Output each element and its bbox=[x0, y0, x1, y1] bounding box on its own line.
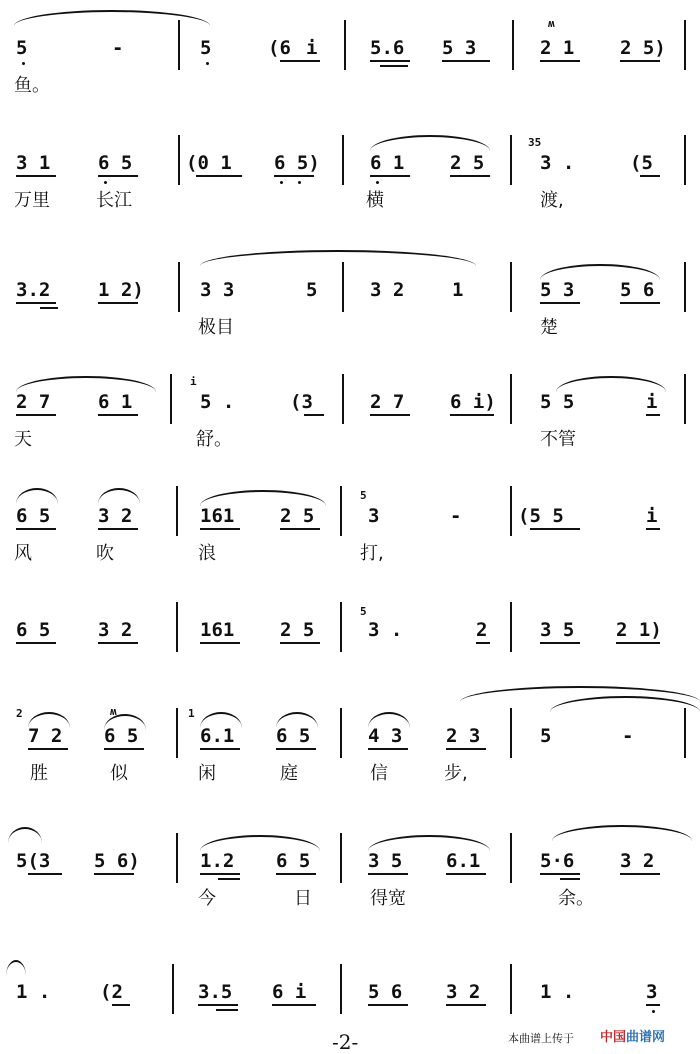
barline bbox=[178, 262, 180, 312]
note: 1 2) bbox=[98, 279, 144, 301]
barline bbox=[510, 374, 512, 424]
note: - bbox=[112, 37, 124, 59]
grace-note: i bbox=[190, 375, 197, 388]
barline bbox=[340, 486, 342, 536]
note: 6 5 bbox=[104, 725, 139, 747]
slur bbox=[368, 835, 490, 851]
underline bbox=[16, 414, 56, 416]
note: (3 bbox=[290, 391, 313, 413]
note: 2 5 bbox=[450, 152, 485, 174]
underline bbox=[274, 175, 314, 177]
lyric: 得宽 bbox=[370, 888, 406, 909]
note: 4 3 bbox=[368, 725, 403, 747]
underline bbox=[442, 60, 490, 62]
underline bbox=[368, 873, 408, 875]
low-dot bbox=[206, 62, 209, 65]
note: 7 2 bbox=[28, 725, 63, 747]
underline bbox=[560, 878, 580, 880]
underline bbox=[16, 528, 56, 530]
note: 6 i) bbox=[450, 391, 496, 413]
note: 3 2 bbox=[98, 619, 133, 641]
barline bbox=[178, 135, 180, 185]
underline bbox=[620, 60, 660, 62]
note: - bbox=[450, 505, 462, 527]
grace-note: 35 bbox=[528, 136, 542, 149]
underline bbox=[446, 748, 486, 750]
low-dot bbox=[280, 181, 283, 184]
barline bbox=[512, 20, 514, 70]
note: 2 5 bbox=[280, 505, 315, 527]
underline bbox=[98, 302, 138, 304]
barline bbox=[176, 833, 178, 883]
note: 5 bbox=[16, 37, 28, 59]
low-dot bbox=[376, 181, 379, 184]
note: 1 . bbox=[540, 981, 575, 1003]
slur bbox=[200, 250, 476, 266]
low-dot bbox=[22, 62, 25, 65]
logo-suffix: 曲谱网 bbox=[626, 1030, 666, 1045]
underline bbox=[368, 1004, 408, 1006]
note: 5 3 bbox=[442, 37, 477, 59]
underline bbox=[646, 528, 660, 530]
slur bbox=[16, 376, 156, 392]
note: 6 1 bbox=[98, 391, 133, 413]
lyric: 舒。 bbox=[196, 429, 232, 450]
low-dot bbox=[104, 181, 107, 184]
underline bbox=[98, 414, 138, 416]
barline bbox=[176, 486, 178, 536]
slur bbox=[200, 835, 320, 851]
score-row-6 bbox=[0, 586, 700, 696]
note: (6 bbox=[268, 37, 291, 59]
lyric: 今 bbox=[198, 888, 216, 909]
note: 6 5 bbox=[98, 152, 133, 174]
barline bbox=[684, 374, 686, 424]
note: 5 bbox=[306, 279, 318, 301]
barline bbox=[340, 602, 342, 652]
underline bbox=[200, 748, 240, 750]
underline bbox=[370, 175, 410, 177]
note: 6 5 bbox=[16, 619, 51, 641]
barline bbox=[510, 833, 512, 883]
barline bbox=[340, 964, 342, 1014]
note: 5(3 bbox=[16, 850, 51, 872]
barline bbox=[684, 708, 686, 758]
barline bbox=[176, 602, 178, 652]
slur bbox=[8, 827, 42, 843]
site-logo bbox=[600, 1026, 665, 1045]
underline bbox=[280, 60, 320, 62]
note: 1 . bbox=[16, 981, 51, 1003]
lyric: 万里 bbox=[14, 190, 50, 211]
barline bbox=[684, 135, 686, 185]
lyric: 胜 bbox=[30, 763, 48, 784]
lyric: 庭 bbox=[280, 763, 298, 784]
barline bbox=[178, 20, 180, 70]
underline bbox=[280, 528, 320, 530]
barline bbox=[344, 20, 346, 70]
lyric: 不管 bbox=[540, 429, 576, 450]
lyric: 余。 bbox=[558, 888, 594, 909]
underline bbox=[218, 878, 240, 880]
note: 2 5) bbox=[620, 37, 666, 59]
score-row-2 bbox=[0, 115, 700, 225]
underline bbox=[368, 748, 408, 750]
underline bbox=[304, 414, 324, 416]
underline bbox=[646, 414, 660, 416]
note: 6 i bbox=[272, 981, 307, 1003]
slur bbox=[6, 960, 26, 976]
note: 5 bbox=[200, 37, 212, 59]
note: 3.5 bbox=[198, 981, 233, 1003]
underline bbox=[16, 302, 56, 304]
underline bbox=[104, 748, 144, 750]
slur bbox=[540, 264, 660, 280]
underline bbox=[272, 1004, 316, 1006]
lyric: 极目 bbox=[198, 317, 234, 338]
note: 6.1 bbox=[446, 850, 481, 872]
barline bbox=[684, 262, 686, 312]
underline bbox=[196, 175, 242, 177]
note: 2 7 bbox=[16, 391, 51, 413]
lyric: 打, bbox=[360, 543, 384, 564]
lyric: 步, bbox=[444, 763, 468, 784]
lyric: 天 bbox=[14, 429, 32, 450]
note: 3 . bbox=[540, 152, 575, 174]
slur bbox=[370, 135, 490, 151]
lyric: 信 bbox=[370, 763, 388, 784]
note: 3 . bbox=[368, 619, 403, 641]
underline bbox=[98, 642, 138, 644]
underline bbox=[476, 642, 490, 644]
barline bbox=[684, 20, 686, 70]
lyric: 横 bbox=[366, 190, 384, 211]
note: 3 3 bbox=[200, 279, 235, 301]
barline bbox=[510, 486, 512, 536]
underline bbox=[200, 642, 240, 644]
grace-mark: ʍ bbox=[110, 705, 117, 718]
underline bbox=[40, 307, 58, 309]
score-row-3 bbox=[0, 230, 700, 340]
underline bbox=[94, 873, 134, 875]
barline bbox=[172, 964, 174, 1014]
lyric: 鱼。 bbox=[14, 75, 50, 96]
score-row-1 bbox=[0, 0, 700, 110]
note: 2 1) bbox=[616, 619, 662, 641]
underline bbox=[380, 65, 408, 67]
note: 5·6 bbox=[540, 850, 575, 872]
note: 6.1 bbox=[200, 725, 235, 747]
underline bbox=[198, 1004, 238, 1006]
note: 5.6 bbox=[370, 37, 405, 59]
underline bbox=[28, 873, 62, 875]
note: 161 bbox=[200, 505, 235, 527]
lyric: 日 bbox=[294, 888, 312, 909]
underline bbox=[16, 175, 56, 177]
underline bbox=[370, 414, 410, 416]
underline bbox=[530, 528, 580, 530]
grace-mark: ʍ bbox=[548, 17, 555, 30]
score-row-4 bbox=[0, 352, 700, 462]
underline bbox=[540, 873, 580, 875]
underline bbox=[540, 642, 580, 644]
barline bbox=[342, 135, 344, 185]
note: 3 5 bbox=[540, 619, 575, 641]
underline bbox=[620, 302, 660, 304]
underline bbox=[216, 1009, 238, 1011]
underline bbox=[620, 873, 660, 875]
note: 5 . bbox=[200, 391, 235, 413]
slur bbox=[200, 490, 326, 506]
note: 3 2 bbox=[370, 279, 405, 301]
underline bbox=[450, 414, 494, 416]
note: i bbox=[306, 37, 318, 59]
slur bbox=[16, 488, 58, 504]
note: 6 1 bbox=[370, 152, 405, 174]
barline bbox=[510, 602, 512, 652]
underline bbox=[98, 175, 138, 177]
underline bbox=[450, 175, 490, 177]
slur bbox=[14, 10, 210, 26]
grace-note: 5 bbox=[360, 489, 367, 502]
lyric: 渡, bbox=[540, 190, 564, 211]
underline bbox=[200, 873, 240, 875]
lyric: 长江 bbox=[96, 190, 132, 211]
grace-note: 2 bbox=[16, 707, 23, 720]
lyric: 似 bbox=[110, 763, 128, 784]
note: 5 bbox=[540, 725, 552, 747]
lyric: 闲 bbox=[198, 763, 216, 784]
note: 5 5 bbox=[540, 391, 575, 413]
lyric: 风 bbox=[14, 543, 32, 564]
underline bbox=[446, 873, 486, 875]
note: 161 bbox=[200, 619, 235, 641]
underline bbox=[112, 1004, 130, 1006]
underline bbox=[280, 642, 320, 644]
note: 3 5 bbox=[368, 850, 403, 872]
note: 6 5) bbox=[274, 152, 320, 174]
grace-note: 5 bbox=[360, 605, 367, 618]
note: - bbox=[622, 725, 634, 747]
note: 2 bbox=[476, 619, 488, 641]
barline bbox=[170, 374, 172, 424]
note: 3 1 bbox=[16, 152, 51, 174]
score-row-7 bbox=[0, 688, 700, 798]
lyric: 楚 bbox=[540, 317, 558, 338]
score-row-5 bbox=[0, 468, 700, 578]
note: 6 5 bbox=[276, 725, 311, 747]
note: 3.2 bbox=[16, 279, 51, 301]
barline bbox=[340, 708, 342, 758]
note: 2 7 bbox=[370, 391, 405, 413]
note: 3 bbox=[368, 505, 380, 527]
slur bbox=[98, 488, 140, 504]
note: i bbox=[646, 505, 658, 527]
note: (2 bbox=[100, 981, 123, 1003]
score-row-8 bbox=[0, 805, 700, 915]
barline bbox=[340, 833, 342, 883]
upload-credit: 本曲谱上传于 bbox=[508, 1032, 574, 1045]
page-number: -2- bbox=[332, 1030, 359, 1054]
note: 3 bbox=[646, 981, 658, 1003]
low-dot bbox=[298, 181, 301, 184]
score-row-9 bbox=[0, 930, 700, 1040]
underline bbox=[540, 302, 580, 304]
underline bbox=[540, 60, 580, 62]
note: 3 2 bbox=[98, 505, 133, 527]
low-dot bbox=[652, 1010, 655, 1013]
note: 6 5 bbox=[276, 850, 311, 872]
note: 3 2 bbox=[446, 981, 481, 1003]
note: 1.2 bbox=[200, 850, 235, 872]
note: 5 6) bbox=[94, 850, 140, 872]
underline bbox=[200, 528, 240, 530]
underline bbox=[98, 528, 138, 530]
underline bbox=[616, 642, 660, 644]
note: 2 1 bbox=[540, 37, 575, 59]
underline bbox=[276, 748, 316, 750]
underline bbox=[370, 60, 410, 62]
underline bbox=[16, 642, 56, 644]
note: 1 bbox=[452, 279, 464, 301]
underline bbox=[646, 1004, 660, 1006]
slur bbox=[552, 825, 692, 841]
barline bbox=[510, 708, 512, 758]
barline bbox=[176, 708, 178, 758]
logo-prefix: 中国 bbox=[600, 1030, 627, 1045]
note: 5 6 bbox=[620, 279, 655, 301]
grace-note: 1 bbox=[188, 707, 195, 720]
barline bbox=[510, 262, 512, 312]
underline bbox=[276, 873, 316, 875]
note: 2 5 bbox=[280, 619, 315, 641]
underline bbox=[640, 175, 660, 177]
note: 2 3 bbox=[446, 725, 481, 747]
note: 5 6 bbox=[368, 981, 403, 1003]
note: 6 5 bbox=[16, 505, 51, 527]
note: i bbox=[646, 391, 658, 413]
barline bbox=[510, 964, 512, 1014]
note: 3 2 bbox=[620, 850, 655, 872]
note: (5 bbox=[630, 152, 653, 174]
note: (0 1 bbox=[186, 152, 232, 174]
lyric: 浪 bbox=[198, 543, 216, 564]
barline bbox=[342, 374, 344, 424]
note: 5 3 bbox=[540, 279, 575, 301]
barline bbox=[510, 135, 512, 185]
underline bbox=[446, 1004, 486, 1006]
underline bbox=[28, 748, 68, 750]
lyric: 吹 bbox=[96, 543, 114, 564]
note: (5 5 bbox=[518, 505, 564, 527]
barline bbox=[342, 262, 344, 312]
slur bbox=[556, 376, 666, 392]
